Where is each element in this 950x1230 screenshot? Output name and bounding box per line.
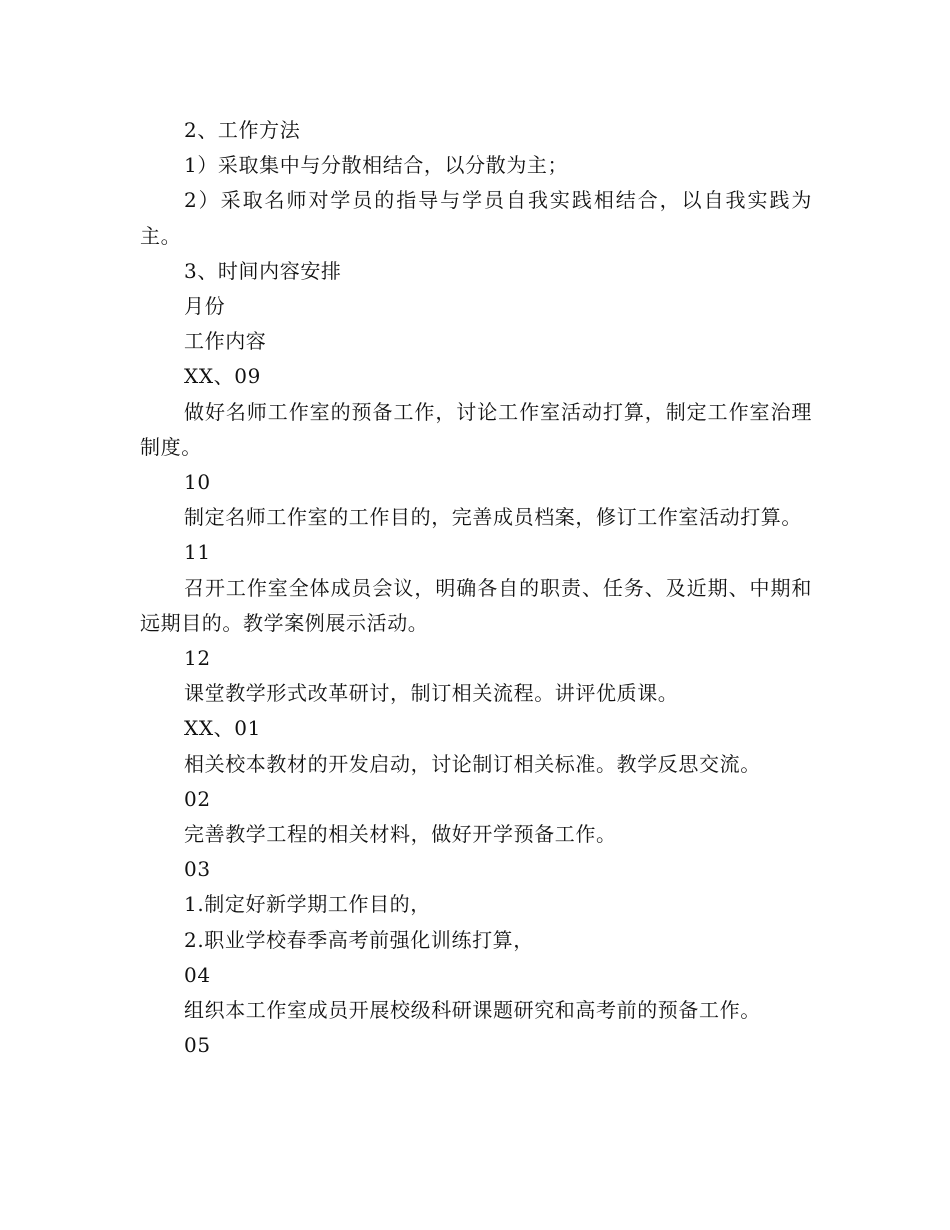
schedule-content: 做好名师工作室的预备工作，讨论工作室活动打算，制定工作室治理制度。 — [140, 399, 812, 459]
schedule-content: 课堂教学形式改革研讨，制订相关流程。讲评优质课。 — [184, 681, 679, 706]
column-label-content: 工作内容 — [184, 329, 267, 354]
schedule-month: XX、01 — [184, 716, 261, 741]
schedule-month: 03 — [184, 857, 211, 882]
schedule-content: 2.职业学校春季高考前强化训练打算， — [184, 927, 534, 952]
method-item-2: 2）采取名师对学员的指导与学员自我实践相结合，以自我实践为主。 — [140, 188, 812, 248]
schedule-content: 1.制定好新学期工作目的， — [184, 892, 431, 917]
section-heading-work-method: 2、工作方法 — [184, 118, 301, 142]
schedule-month: 05 — [184, 1033, 211, 1058]
document-body — [140, 113, 812, 1063]
schedule-content: 召开工作室全体成员会议，明确各自的职责、任务、及近期、中期和远期目的。教学案例展示活动。 — [140, 575, 812, 635]
schedule-content: 相关校本教材的开发启动，讨论制订相关标准。教学反思交流。 — [184, 751, 761, 776]
schedule-month: 02 — [184, 786, 211, 811]
column-label-month: 月份 — [184, 294, 226, 319]
schedule-month: 10 — [184, 470, 211, 495]
section-heading-schedule: 3、时间内容安排 — [184, 258, 342, 283]
schedule-content: 制定名师工作室的工作目的，完善成员档案，修订工作室活动打算。 — [184, 505, 802, 530]
method-item-1: 1）采取集中与分散相结合，以分散为主； — [184, 153, 569, 178]
schedule-month: 04 — [184, 962, 211, 987]
schedule-month: 12 — [184, 646, 211, 671]
schedule-content: 组织本工作室成员开展校级科研课题研究和高考前的预备工作。 — [184, 998, 761, 1023]
schedule-content: 完善教学工程的相关材料，做好开学预备工作。 — [184, 822, 617, 847]
schedule-month: 11 — [184, 540, 211, 565]
schedule-month: XX、09 — [184, 364, 261, 389]
